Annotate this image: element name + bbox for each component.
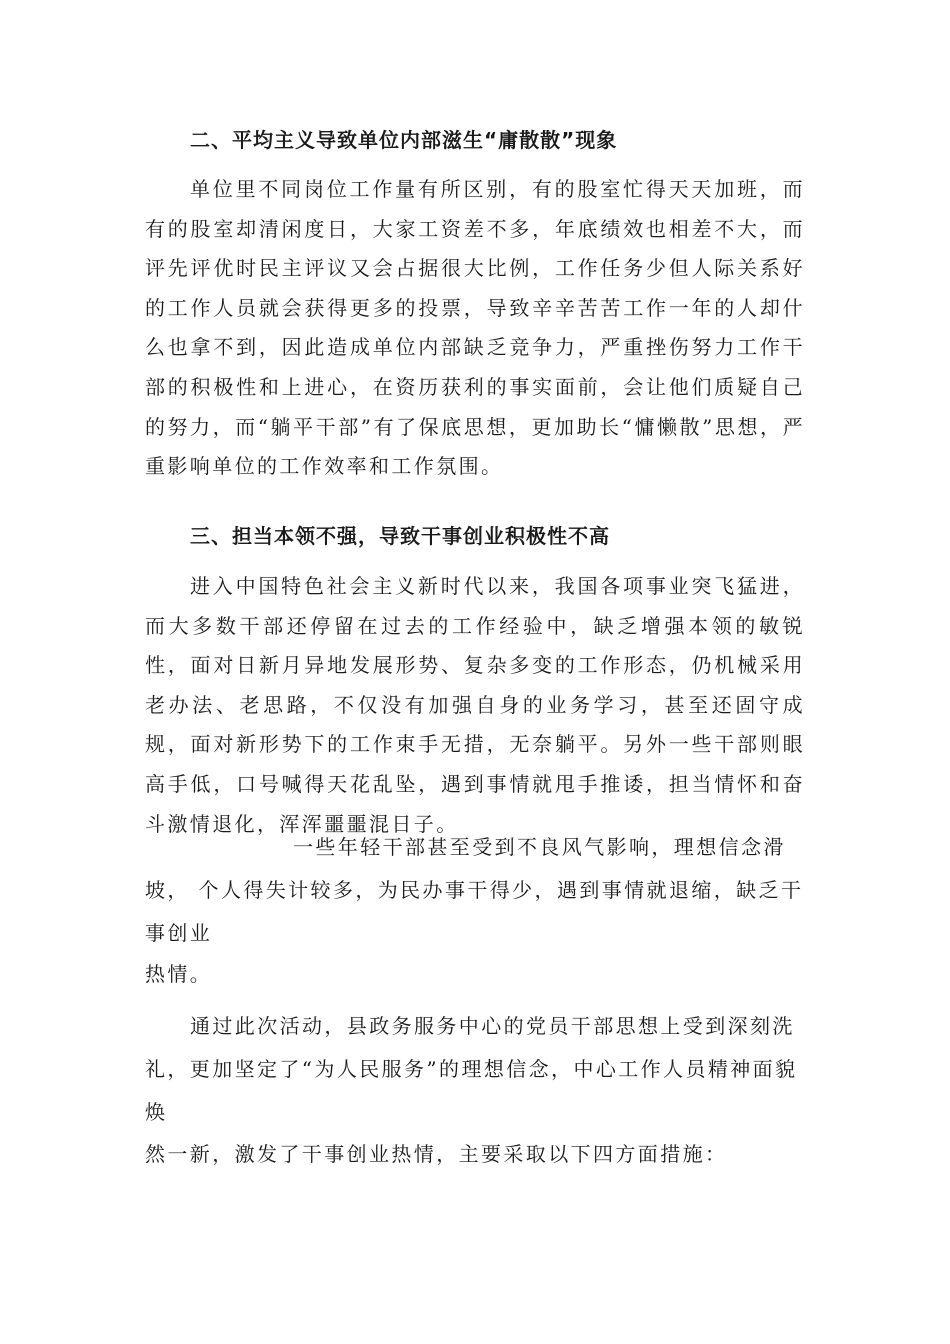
closing-line-1: 通过此次活动，县政务服务中心的党员干部思想上受到深刻洗 <box>190 1014 795 1038</box>
section-2-heading: 二、平均主义导致单位内部滋生“庸散散”现象 <box>190 128 618 152</box>
closing-line-2: 礼，更加坚定了“为人民服务”的理想信念，中心工作人员精神面貌 <box>145 1057 798 1081</box>
section-2-paragraph: 单位里不同岗位工作量有所区别，有的股室忙得天天加班，而有的股室却清闲度日，大家工资差不多，年底绩效也相差不大，而评先评优时民主评议又会占据很大比例，工作任务少但人际关系好的工作人员就会获得更多的投票，导致辛辛苦苦工作一年的人却什么也拿不到，因此造成单位内部缺乏竞争力，严重挫伤努力工作干部的积极性和上进心，在资历获利的事实面前，会让他们质疑自己的努力，而“躺平干部”有了保底思想，更加助长“慵懒散”思想，严重影响单位的工作效率和工作氛围。 <box>145 177 805 479</box>
section-3-line-d: 热情。 <box>145 962 213 986</box>
section-3-line-a: 一些年轻干部甚至受到不良风气影响，理想信念滑 <box>293 835 786 859</box>
section-3-line-c: 事创业 <box>145 921 213 945</box>
section-3-line-b: 坡， 个人得失计较多，为民办事干得少，遇到事情就退缩，缺乏干 <box>145 878 804 902</box>
closing-line-4: 然一新，激发了干事创业热情，主要采取以下四方面措施： <box>145 1142 728 1166</box>
section-3-heading: 三、担当本领不强，导致干事创业积极性不高 <box>190 524 610 548</box>
closing-line-3: 焕 <box>145 1100 168 1124</box>
section-3-paragraph: 进入中国特色社会主义新时代以来，我国各项事业突飞猛进，而大多数干部还停留在过去的工作经验中，缺乏增强本领的敏锐性，面对日新月异地发展形势、复杂多变的工作形态，仍机械采用老办法、老思路，不仅没有加强自身的业务学习，甚至还固守成规，面对新形势下的工作束手无措，无奈躺平。另外一些干部则眼高手低，口号喊得天花乱坠，遇到事情就甩手推诿，担当情怀和奋斗激情退化，浑浑噩噩混日子。 <box>145 574 805 836</box>
